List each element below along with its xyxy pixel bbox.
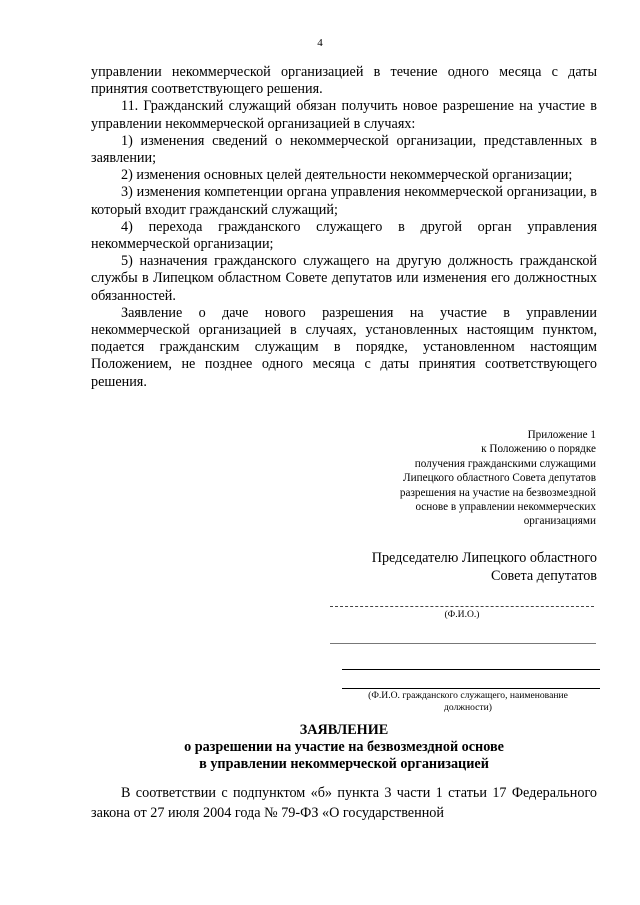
fio-signature-line [330,606,594,607]
appendix-line: Приложение 1 [527,429,596,441]
paragraph-case-2: 2) изменения основных целей деятельности некоммерческой организации; [121,167,573,184]
paragraph-case-5: 5) назначения гражданского служащего на другую должность гражданской службы в Липецком областном Совете депутатов или изменения его должностных обязанностей. [91,253,597,304]
title-line: в управлении некоммерческой организацией [199,756,489,772]
statement-title [91,722,597,773]
paragraph-item-11: 11. Гражданский служащий обязан получить новое разрешение на участие в управлении некоммерческой организацией в случаях: [91,98,597,132]
appendix-line: организациями [523,515,596,528]
blank-line [330,643,596,644]
paragraph-case-3: 3) изменения компетенции органа управления некоммерческой организации, в который входит гражданский служащий; [91,184,597,218]
employee-label [330,690,606,714]
paragraph-new-permission: Заявление о даче нового разрешения на участие в управлении некоммерческой организацией в случаях, установленных настоящим пунктом, подается гражданским служащим в порядке, установленном настоящим Положением, не позднее одного месяца с даты принятия соответствующего решения. [91,304,597,390]
statement-paragraph: В соответствии с подпунктом «б» пункта 3 части 1 статьи 17 Федерального закона от 27 июля 2004 года № 79-ФЗ «О государственной [91,785,597,821]
employee-label-line: (Ф.И.О. гражданского служащего, наименование [368,690,568,701]
employee-label-line: должности) [444,702,492,713]
statement-body [91,783,597,823]
paragraph-case-1: 1) изменения сведений о некоммерческой организации, представленных в заявлении; [91,132,597,167]
employee-signature-line [342,688,600,689]
appendix-line: Липецкого областного Совета депутатов [403,472,596,485]
addressee-line: Председателю Липецкого областного [371,550,597,566]
page-number: 4 [317,37,323,49]
title-line: ЗАЯВЛЕНИЕ [299,722,389,738]
appendix-line: разрешения на участие на безвозмездной [399,486,596,499]
appendix-line: основе в управлении некоммерческих [415,501,596,514]
appendix-header [336,428,596,529]
appendix-line: получения гражданскими служащими [414,457,596,470]
paragraph-continuation: управлении некоммерческой организацией в течение одного месяца с даты принятия соответствующего решения. [91,64,597,98]
addressee-line: Совета депутатов [491,568,597,584]
main-text [91,64,597,391]
addressee-block [297,549,597,585]
paragraph-case-4: 4) перехода гражданского служащего в другой орган управления некоммерческой организации; [91,218,597,253]
blank-line [342,669,600,670]
fio-label: (Ф.И.О.) [444,609,480,620]
title-line: о разрешении на участие на безвозмездной основе [184,739,504,755]
appendix-line: к Положению о порядке [481,443,596,456]
